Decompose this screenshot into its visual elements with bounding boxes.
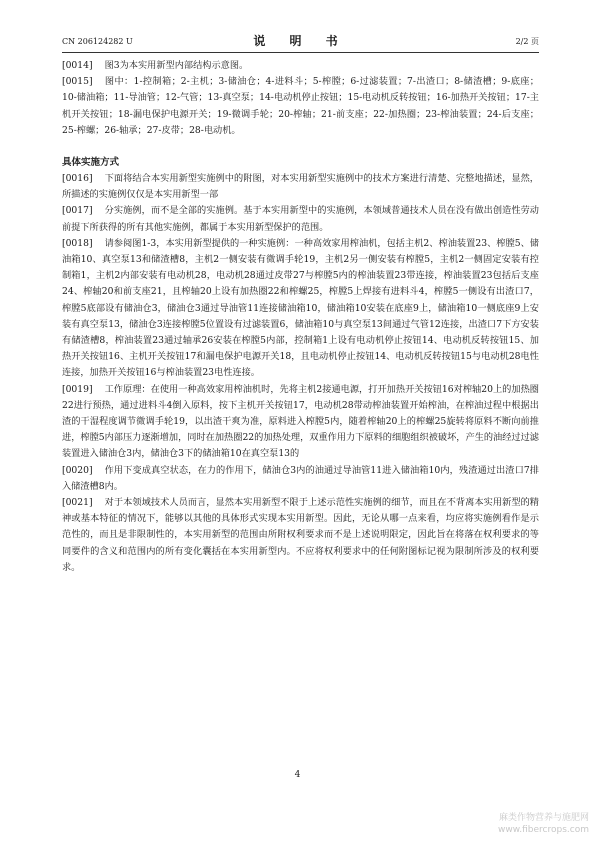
header-rule	[62, 52, 539, 53]
paragraph-0017	[62, 203, 539, 235]
page-header	[62, 34, 539, 50]
paragraph-text: 请参阅图1-3，本实用新型提供的一种实施例：一种高效家用榨油机，包括主机2、榨油装置23、榨膛5、储油箱10、真空泵13和储渣槽8，主机2一侧安装有微调手轮19，主机2另一侧安装有榨膛5，主机2一侧固定安装有控制箱1，主机2内部安装有电动机28，电动机28通过皮带27与榨膛5内的榨油装置23带连接，榨油装置23包括后支座24、榨轴20和前支座21，且榨轴20上设有加热圈22和榨螺25，榨膛5上焊接有进料斗4，榨膛5一侧设有出渣口7，榨膛5底部设有储油仓3，储油仓3通过导油管11连接储油箱10，储油箱10安装在底座9上，储油箱10一侧底座9上安装有真空泵13，储油仓3连接榨膛5位置设有过滤装置6，储油箱10与真空泵13间通过气管12连接，出渣口7下方安装有储渣槽8，榨油装置23通过轴承26安装在榨膛5内部，控制箱1上设有电动机停止按钮14、电动机反转按钮15、加热开关按钮16、主机开关按钮17和漏电保护电源开关18，且电动机停止按钮14、电动机反转按钮15与电动机28电性连接，加热开关按钮16与榨油装置23电性连接。	[62, 237, 539, 379]
paragraph-text: 工作原理：在使用一种高效家用榨油机时，先将主机2接通电源，打开加热开关按钮16对榨轴20上的加热圈22进行预热，通过进料斗4倒入原料，按下主机开关按钮17，电动机28带动榨油装置开始榨油，在榨油过程中根据出渣的干湿程度调节微调手轮19，以出渣干爽为准，原料进入榨膛5内，随着榨轴20上的榨螺25旋转将原料不断向前推进，榨膛5内部压力逐渐增加，同时在加热圈22的加热处理，双重作用力下原料的细胞组织被破坏，产生的油经过过滤装置进入储油仓3内，储油仓3下的储油箱10在真空泵13的	[62, 383, 539, 460]
paragraph-number: [0021]	[62, 497, 93, 509]
site-watermark	[498, 812, 589, 836]
paragraph-text: 图中：1-控制箱；2-主机；3-储油仓；4-进料斗；5-榨膛；6-过滤装置；7-出渣口；8-储渣槽；9-底座；10-储油箱；11-导油管；12-气管；13-真空泵；14-电动机停止按钮；15-电动机反转按钮；16-加热开关按钮；17-主机开关按钮；18-漏电保护电源开关；19-微调手轮；20-榨轴；21-前支座；22-加热圈；23-榨油装置；24-后支座；25-榨螺；26-轴承；27-皮带；28-电动机。	[62, 76, 539, 136]
watermark-title: 麻类作物营养与施肥网	[498, 813, 589, 823]
paragraph-number: [0017]	[62, 205, 93, 217]
paragraph-number: [0014]	[62, 60, 93, 71]
paragraph-0019	[62, 382, 539, 463]
page-indicator: 2/2 页	[515, 37, 539, 46]
paragraph-number: [0016]	[62, 173, 93, 185]
paragraph-text: 分实施例，而不是全部的实施例。基于本实用新型中的实施例，本领域普通技术人员在没有做出创造性劳动前提下所获得的所有其他实施例，都属于本实用新型保护的范围。	[62, 205, 539, 233]
paragraph-0018	[62, 236, 539, 382]
paragraph-number: [0018]	[62, 237, 93, 249]
paragraph-0014	[62, 58, 539, 74]
paragraph-number: [0019]	[62, 383, 93, 395]
paragraph-number: [0015]	[62, 76, 93, 88]
patent-number: CN 206124282 U	[62, 37, 133, 46]
paragraph-0021	[62, 495, 539, 576]
paragraph-text: 图3为本实用新型内部结构示意图。	[104, 60, 249, 71]
paragraph-0015	[62, 74, 539, 139]
document-body	[62, 58, 539, 576]
paragraph-text: 下面将结合本实用新型实施例中的附图，对本实用新型实施例中的技术方案进行清楚、完整地描述，显然，所描述的实施例仅仅是本实用新型一部	[62, 173, 539, 201]
section-heading: 具体实施方式	[62, 157, 120, 169]
paragraph-number: [0020]	[62, 464, 93, 476]
paragraph-text: 对于本领域技术人员而言，显然本实用新型不限于上述示范性实施例的细节，而且在不背离本实用新型的精神或基本特征的情况下，能够以其他的具体形式实现本实用新型。因此，无论从哪一点来看，均应将实施例看作是示范性的，而且是非限制性的，本实用新型的范围由所附权利要求而不是上述说明限定，因此旨在将落在权利要求的等同要件的含义和范围内的所有变化囊括在本实用新型内。不应将权利要求中的任何附图标记视为限制所涉及的权利要求。	[62, 497, 539, 573]
paragraph-text: 作用下变成真空状态，在力的作用下，储油仓3内的油通过导油管11进入储油箱10内，残渣通过出渣口7排入储渣槽8内。	[62, 464, 539, 492]
document-title: 说 明 书	[253, 34, 348, 48]
page-number: 4	[294, 770, 301, 780]
paragraph-0020	[62, 463, 539, 495]
watermark-url: www.fibercrops.com	[498, 825, 589, 835]
paragraph-0016	[62, 171, 539, 203]
